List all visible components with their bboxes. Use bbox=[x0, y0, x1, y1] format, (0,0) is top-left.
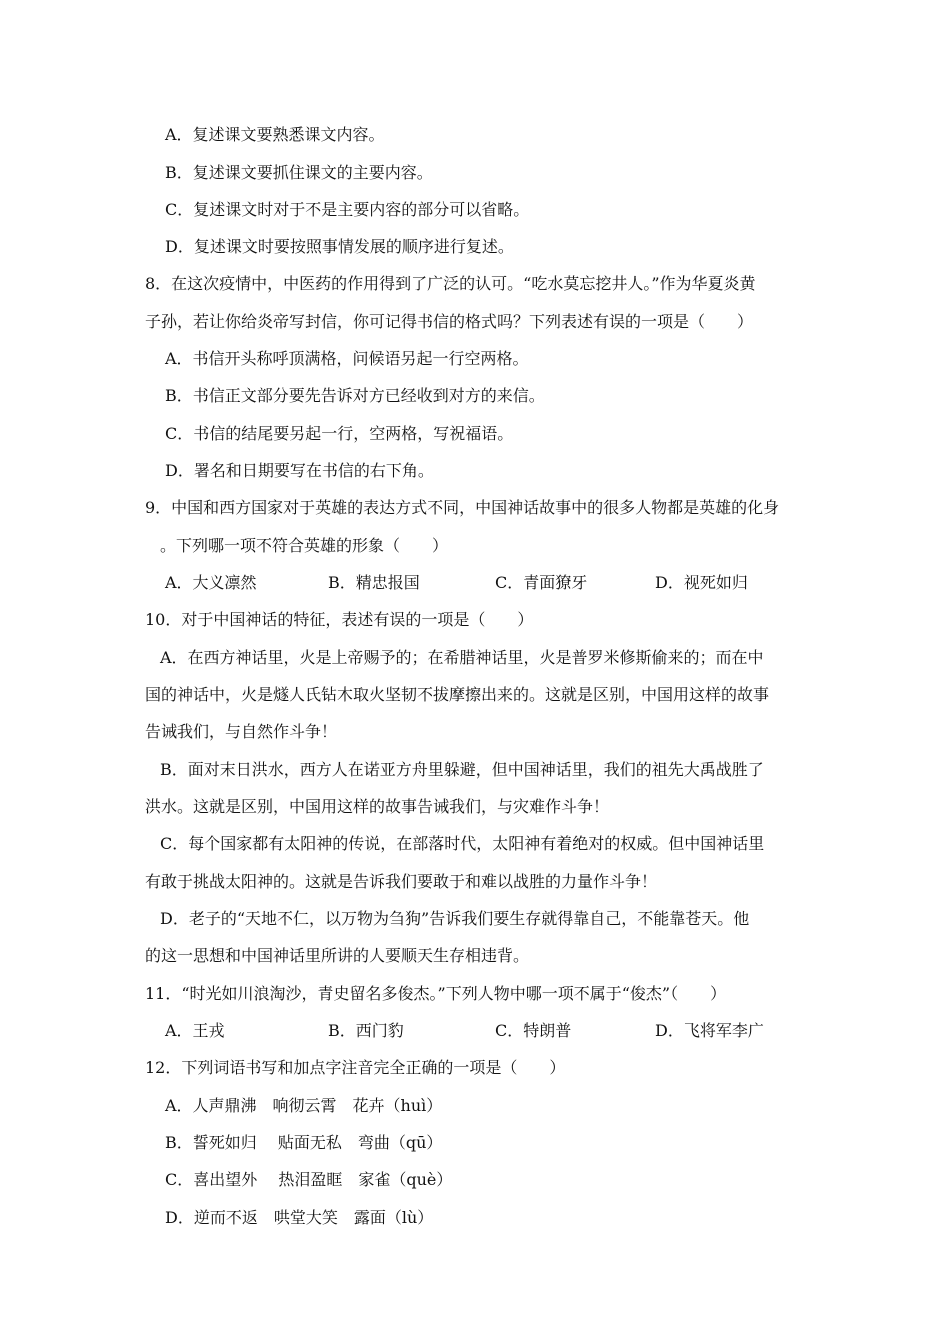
q7-option-a: A．复述课文要熟悉课文内容。 bbox=[165, 125, 385, 144]
q11-option-a: A．王戎 bbox=[165, 1021, 225, 1040]
q11-option-d: D．飞将军李广 bbox=[655, 1021, 764, 1040]
q10-option-d-line-2: 的这一思想和中国神话里所讲的人要顺天生存相违背。 bbox=[145, 946, 530, 965]
q10-stem: 10．对于中国神话的特征，表述有误的一项是（ ） bbox=[145, 610, 534, 629]
q9-stem-line-2: 。下列哪一项不符合英雄的形象（ ） bbox=[160, 536, 449, 555]
q10-option-a-line-1: A．在西方神话里，火是上帝赐予的；在希腊神话里，火是普罗米修斯偷来的；而在中 bbox=[160, 648, 764, 667]
q7-option-b: B．复述课文要抓住课文的主要内容。 bbox=[165, 163, 433, 182]
q10-option-c-line-1: C．每个国家都有太阳神的传说，在部落时代，太阳神有着绝对的权威。但中国神话里 bbox=[160, 834, 765, 853]
q7-option-d: D．复述课文时要按照事情发展的顺序进行复述。 bbox=[165, 237, 514, 256]
q8-option-c: C．书信的结尾要另起一行，空两格，写祝福语。 bbox=[165, 424, 514, 443]
q8-stem-line-2: 子孙，若让你给炎帝写封信，你可记得书信的格式吗？下列表述有误的一项是（ ） bbox=[145, 312, 754, 331]
q11-option-c: C．特朗普 bbox=[495, 1021, 572, 1040]
q11-option-b: B．西门豹 bbox=[328, 1021, 404, 1040]
q9-option-a: A．大义凛然 bbox=[165, 573, 257, 592]
q12-option-a: A．人声鼎沸 响彻云霄 花卉（huì） bbox=[165, 1096, 443, 1115]
q12-option-b: B．誓死如归 贴面无私 弯曲（qū） bbox=[165, 1133, 443, 1152]
q8-option-a: A．书信开头称呼顶满格，问候语另起一行空两格。 bbox=[165, 349, 529, 368]
q9-option-b: B．精忠报国 bbox=[328, 573, 420, 592]
q11-stem: 11．“时光如川浪淘沙，青史留名多俊杰。”下列人物中哪一项不属于“俊杰”（ ） bbox=[145, 984, 727, 1003]
q9-option-c: C．青面獠牙 bbox=[495, 573, 588, 592]
q10-option-a-line-3: 告诫我们，与自然作斗争！ bbox=[145, 722, 338, 741]
q10-option-b-line-1: B．面对末日洪水，西方人在诺亚方舟里躲避，但中国神话里，我们的祖先大禹战胜了 bbox=[160, 760, 764, 779]
q12-option-c: C．喜出望外 热泪盈眶 家雀（què） bbox=[165, 1170, 453, 1189]
q10-option-b-line-2: 洪水。这就是区别，中国用这样的故事告诫我们，与灾难作斗争！ bbox=[145, 797, 610, 816]
q10-option-d-line-1: D．老子的“天地不仁，以万物为刍狗”告诉我们要生存就得靠自己，不能靠苍天。他 bbox=[160, 909, 750, 928]
q12-stem: 12．下列词语书写和加点字注音完全正确的一项是（ ） bbox=[145, 1058, 566, 1077]
q10-option-a-line-2: 国的神话中，火是燧人氏钻木取火坚韧不拔摩擦出来的。这就是区别，中国用这样的故事 bbox=[145, 685, 770, 704]
q8-option-b: B．书信正文部分要先告诉对方已经收到对方的来信。 bbox=[165, 386, 545, 405]
q10-option-c-line-2: 有敢于挑战太阳神的。这就是告诉我们要敢于和难以战胜的力量作斗争！ bbox=[145, 872, 658, 891]
q9-stem-line-1: 9．中国和西方国家对于英雄的表达方式不同，中国神话故事中的很多人物都是英雄的化身 bbox=[145, 498, 780, 517]
q8-option-d: D．署名和日期要写在书信的右下角。 bbox=[165, 461, 434, 480]
q8-stem-line-1: 8．在这次疫情中，中医药的作用得到了广泛的认可。“吃水莫忘挖井人。”作为华夏炎黄 bbox=[145, 274, 756, 293]
q9-option-d: D．视死如归 bbox=[655, 573, 748, 592]
q7-option-c: C．复述课文时对于不是主要内容的部分可以省略。 bbox=[165, 200, 530, 219]
q12-option-d: D．逆而不返 哄堂大笑 露面（lù） bbox=[165, 1208, 434, 1227]
